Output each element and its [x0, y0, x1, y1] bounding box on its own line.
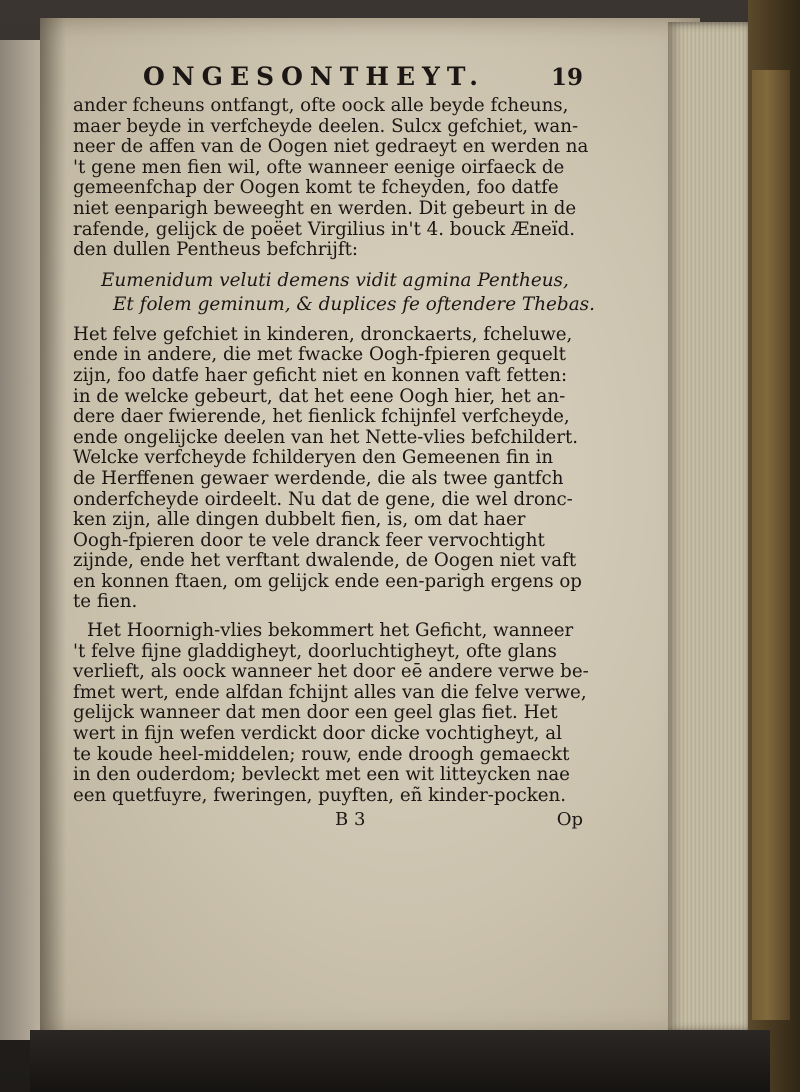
paragraph-2	[73, 325, 593, 613]
verse-quotation	[73, 269, 593, 317]
text-line: gelijck wanneer dat men door een geel glas fiet. Het	[73, 702, 558, 724]
text-line: zijnde, ende het verftant dwalende, de Oogen niet vaft	[73, 550, 577, 572]
text-line: te fien.	[73, 591, 138, 613]
running-header	[143, 62, 583, 96]
text-line: neer de affen van de Oogen niet gedraeyt en werden na	[73, 136, 589, 158]
text-line: maer beyde in verfcheyde deelen. Sulcx gefchiet, wan-	[73, 115, 579, 137]
text-line: in de welcke gebeurt, dat het eene Oogh hier, het an-	[73, 385, 566, 407]
text-line: rafende, gelijck de poëet Virgilius in't 4. bouck Æneïd.	[73, 218, 575, 240]
text-line: verlieft, als oock wanneer het door eē andere verwe be-	[73, 661, 589, 683]
text-line: Welcke verfcheyde fchilderyen den Gemeenen fin in	[73, 447, 554, 469]
text-line: te koude heel-middelen; rouw, ende droogh gemaeckt	[73, 743, 570, 765]
verse-line: Eumenidum veluti demens vidit agmina Pentheus,	[101, 269, 569, 291]
text-line: den dullen Pentheus befchrijft:	[73, 239, 359, 261]
text-line: gemeenfchap der Oogen komt te fcheyden, foo datfe	[73, 177, 559, 199]
text-line: ende in andere, die met fwacke Oogh-fpieren gequelt	[73, 344, 566, 366]
text-line: ken zijn, alle dingen dubbelt fien, is, om dat haer	[73, 509, 526, 531]
running-title: ONGESONTHEYT.	[143, 62, 485, 91]
text-line: niet eenparigh beweeght en werden. Dit gebeurt in de	[73, 197, 577, 219]
catchword: Op	[556, 809, 583, 831]
page-text-block	[73, 62, 593, 832]
text-line: dere daer fwierende, het fienlick fchijnfel verfcheyde,	[73, 406, 570, 428]
text-line: ende ongelijcke deelen van het Nette-vlies befchildert.	[73, 426, 579, 448]
bottom-shadow	[30, 1030, 770, 1092]
text-line: in den ouderdom; bevleckt met een wit litteycken nae	[73, 764, 570, 786]
paragraph-1	[73, 96, 593, 261]
text-line: de Herffenen gewaer werdende, die als twee gantfch	[73, 467, 564, 489]
page-gutter-shadow	[40, 18, 66, 1038]
page-edges	[668, 22, 754, 1032]
text-line: zijn, foo datfe haer geficht niet en konnen vaft fetten:	[73, 364, 568, 386]
text-line: 't felve fijne gladdigheyt, doorluchtigheyt, ofte glans	[73, 640, 557, 662]
text-line: Het Hoornigh-vlies bekommert het Geficht, wanneer	[87, 620, 574, 642]
text-line: onderfcheyde oirdeelt. Nu dat de gene, die wel dronc-	[73, 488, 573, 510]
text-line: wert in fijn wefen verdickt door dicke vochtigheyt, al	[73, 723, 562, 745]
text-line: ander fcheuns ontfangt, ofte oock alle beyde fcheuns,	[73, 95, 569, 116]
text-line: Oogh-fpieren door te vele dranck feer vervochtight	[73, 529, 545, 551]
text-line: fmet wert, ende alfdan fchijnt alles van die felve verwe,	[73, 681, 587, 703]
page-footer	[335, 808, 583, 832]
text-line: en konnen ftaen, om gelijck ende een-parigh ergens op	[73, 570, 582, 592]
spacer	[73, 261, 593, 269]
paragraph-3	[73, 621, 593, 806]
verse-line: Et folem geminum, & duplices fe oftendere Thebas.	[113, 293, 595, 315]
text-line: 't gene men fien wil, ofte wanneer eenige oirfaeck de	[73, 156, 565, 178]
signature-mark: B 3	[335, 809, 366, 831]
text-line: een quetfuyre, fweringen, puyften, eñ kinder-pocken.	[73, 784, 566, 806]
page-number: 19	[550, 64, 583, 91]
cover-binding	[752, 70, 790, 1020]
text-line: Het felve gefchiet in kinderen, dronckaerts, fcheluwe,	[73, 323, 573, 345]
